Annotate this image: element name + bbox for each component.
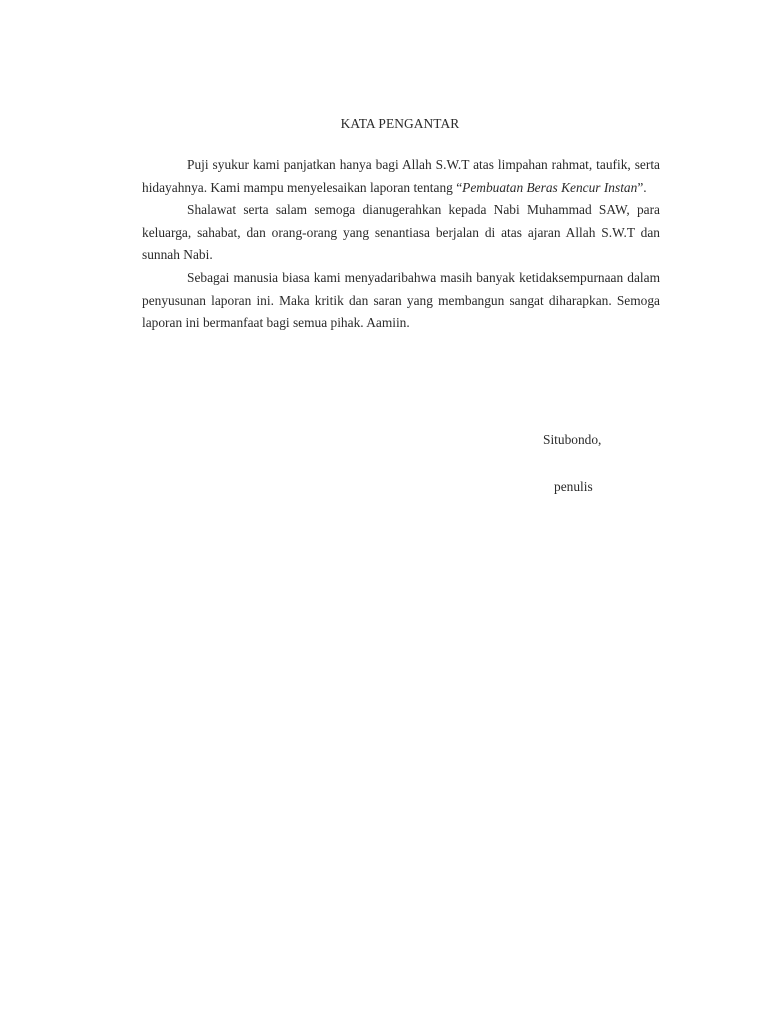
paragraph-shalawat: Shalawat serta salam semoga dianugerahkan kepada Nabi Muhammad SAW, para keluarga, sahabat, dan orang-orang yang senantiasa berjalan di atas ajaran Allah S.W.T dan sunnah Nabi. (142, 202, 660, 263)
signoff-place: Situbondo, (543, 432, 602, 447)
signoff-author: penulis (554, 479, 593, 494)
paragraph-intro (142, 154, 660, 199)
paragraph-intro-text: Puji syukur kami panjatkan hanya bagi Allah S.W.T atas limpahan rahmat, taufik, serta hidayahnya. Kami mampu menyelesaikan laporan tentang “ (142, 157, 660, 195)
paragraph-intro-end: ”. (637, 179, 647, 195)
body-text (142, 154, 660, 335)
report-title-italic: Pembuatan Beras Kencur Instan (462, 179, 638, 195)
paragraph-closing: Sebagai manusia biasa kami menyadaribahwa masih banyak ketidaksempurnaan dalam penyusunan laporan ini. Maka kritik dan saran yang membangun sangat diharapkan. Semoga laporan ini bermanfaat bagi semua pihak. Aamiin. (142, 269, 660, 331)
page-title: KATA PENGANTAR (340, 116, 460, 131)
